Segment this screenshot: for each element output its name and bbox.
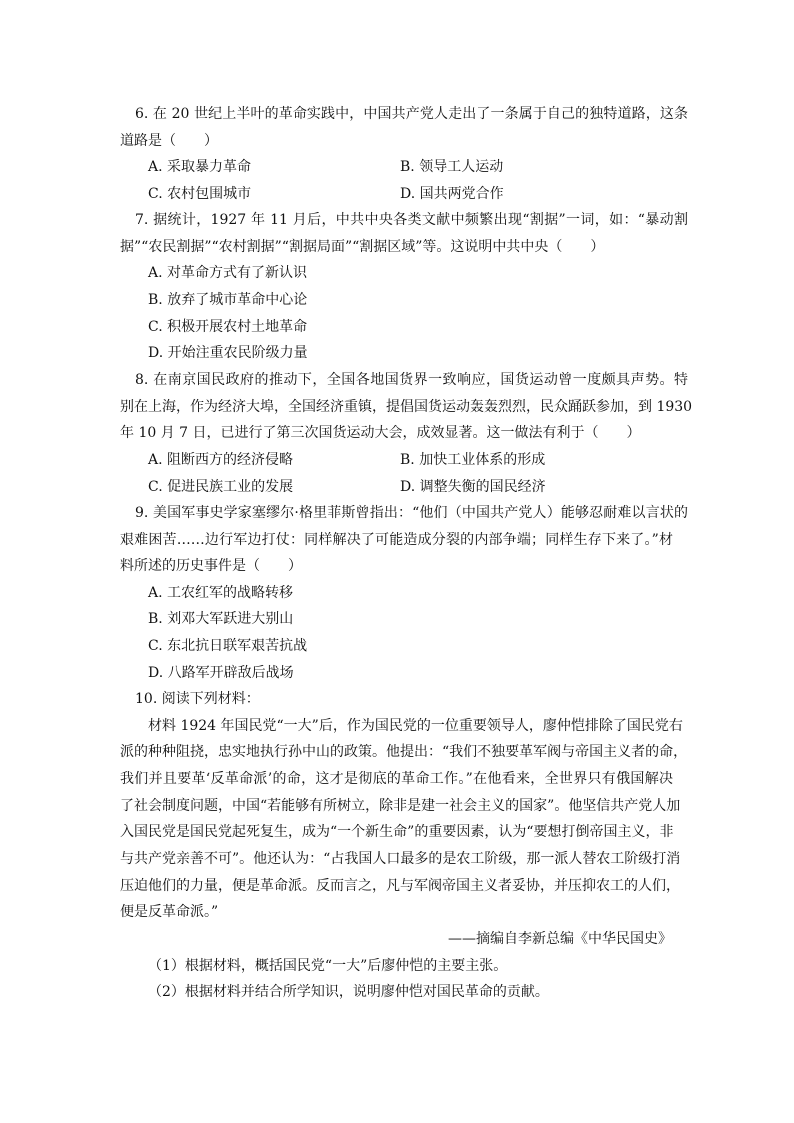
q10-material-line6: 与共产党亲善不可”。他还认为：“占我国人口最多的是农工阶级，那一派人替农工阶级打消: [120, 851, 681, 867]
q9-stem-line1: 9. 美国军事史学家塞缪尔·格里菲斯曾指出：“他们（中国共产党人）能够忍耐难以言状的: [135, 505, 688, 521]
q6-stem-line2: 道路是（ ）: [120, 133, 218, 149]
q8-stem-line3: 年 10 月 7 日，已进行了第三次国货运动大会，成效显著。这一做法有利于（ ）: [120, 425, 641, 441]
q9-stem-line3: 料所述的历史事件是（ ）: [120, 558, 302, 574]
q8-option-c: C. 促进民族工业的发展: [148, 479, 294, 495]
q9-option-c: C. 东北抗日联军艰苦抗战: [148, 638, 308, 654]
q7-option-c: C. 积极开展农村土地革命: [148, 319, 308, 335]
q6-option-c: C. 农村包围城市: [148, 186, 252, 202]
q10-sub-question-1: （1）根据材料，概括国民党“一大”后廖仲恺的主要主张。: [148, 958, 508, 974]
q8-stem-line1: 8. 在南京国民政府的推动下，全国各地国货界一致响应，国货运动曾一度颇具声势。特: [135, 372, 688, 388]
q8-option-d: D. 调整失衡的国民经济: [400, 479, 546, 495]
q10-material-line5: 入国民党是国民党起死复生，成为“一个新生命”的重要因素，认为“要想打倒帝国主义，非: [120, 824, 674, 840]
q10-material-line8: 便是反革命派。”: [120, 904, 219, 920]
q7-option-a: A. 对革命方式有了新认识: [148, 265, 308, 281]
q8-stem-line2: 别在上海，作为经济大埠，全国经济重镇，提倡国货运动轰轰烈烈，民众踊跃参加，到 1930: [120, 399, 693, 415]
q9-option-b: B. 刘邓大军跃进大别山: [148, 611, 294, 627]
q10-material-line7: 压迫他们的力量，便是革命派。反而言之，凡与军阀帝国主义者妥协，并压抑农工的人们，: [120, 878, 680, 894]
q10-material-line3: 我们并且要革‘反革命派’的命，这才是彻底的革命工作。”在他看来，全世界只有俄国解决: [120, 771, 673, 787]
q9-stem-line2: 艰难困苦……边行军边打仗：同样解决了可能造成分裂的内部争端；同样生存下来了。”材: [120, 532, 673, 548]
q6-option-b: B. 领导工人运动: [400, 159, 504, 175]
q7-stem-line2: 据”“农民割据”“农村割据”“割据局面”“割据区域”等。这说明中共中央（ ）: [120, 239, 605, 255]
q7-option-b: B. 放弃了城市革命中心论: [148, 292, 308, 308]
q6-option-d: D. 国共两党合作: [400, 186, 504, 202]
q10-material-line4: 了社会制度问题，中国“若能够有所树立，除非是建一社会主义的国家”。他坚信共产党人加: [120, 798, 681, 814]
q10-intro: 10. 阅读下列材料：: [135, 691, 260, 707]
q6-option-a: A. 采取暴力革命: [148, 159, 252, 175]
q10-sub-question-2: （2）根据材料并结合所学知识，说明廖仲恺对国民革命的贡献。: [148, 984, 549, 1000]
q10-material-line1: 材料 1924 年国民党“一大”后，作为国民党的一位重要领导人，廖仲恺排除了国民党右: [148, 718, 683, 734]
q10-material-line2: 派的种种阻挠，忠实地执行孙中山的政策。他提出：“我们不独要革军阀与帝国主义者的命，: [120, 744, 688, 760]
q8-option-a: A. 阻断西方的经济侵略: [148, 452, 294, 468]
q7-option-d: D. 开始注重农民阶级力量: [148, 345, 308, 361]
q7-stem-line1: 7. 据统计，1927 年 11 月后，中共中央各类文献中频繁出现“割据”一词，如：“暴动割: [135, 212, 688, 228]
q6-stem-line1: 6. 在 20 世纪上半叶的革命实践中，中国共产党人走出了一条属于自己的独特道路，这条: [135, 106, 688, 122]
q9-option-d: D. 八路军开辟敌后战场: [148, 665, 294, 681]
q8-option-b: B. 加快工业体系的形成: [400, 452, 546, 468]
q10-source: ——摘编自李新总编《中华民国史》: [448, 931, 672, 947]
q9-option-a: A. 工农红军的战略转移: [148, 585, 294, 601]
